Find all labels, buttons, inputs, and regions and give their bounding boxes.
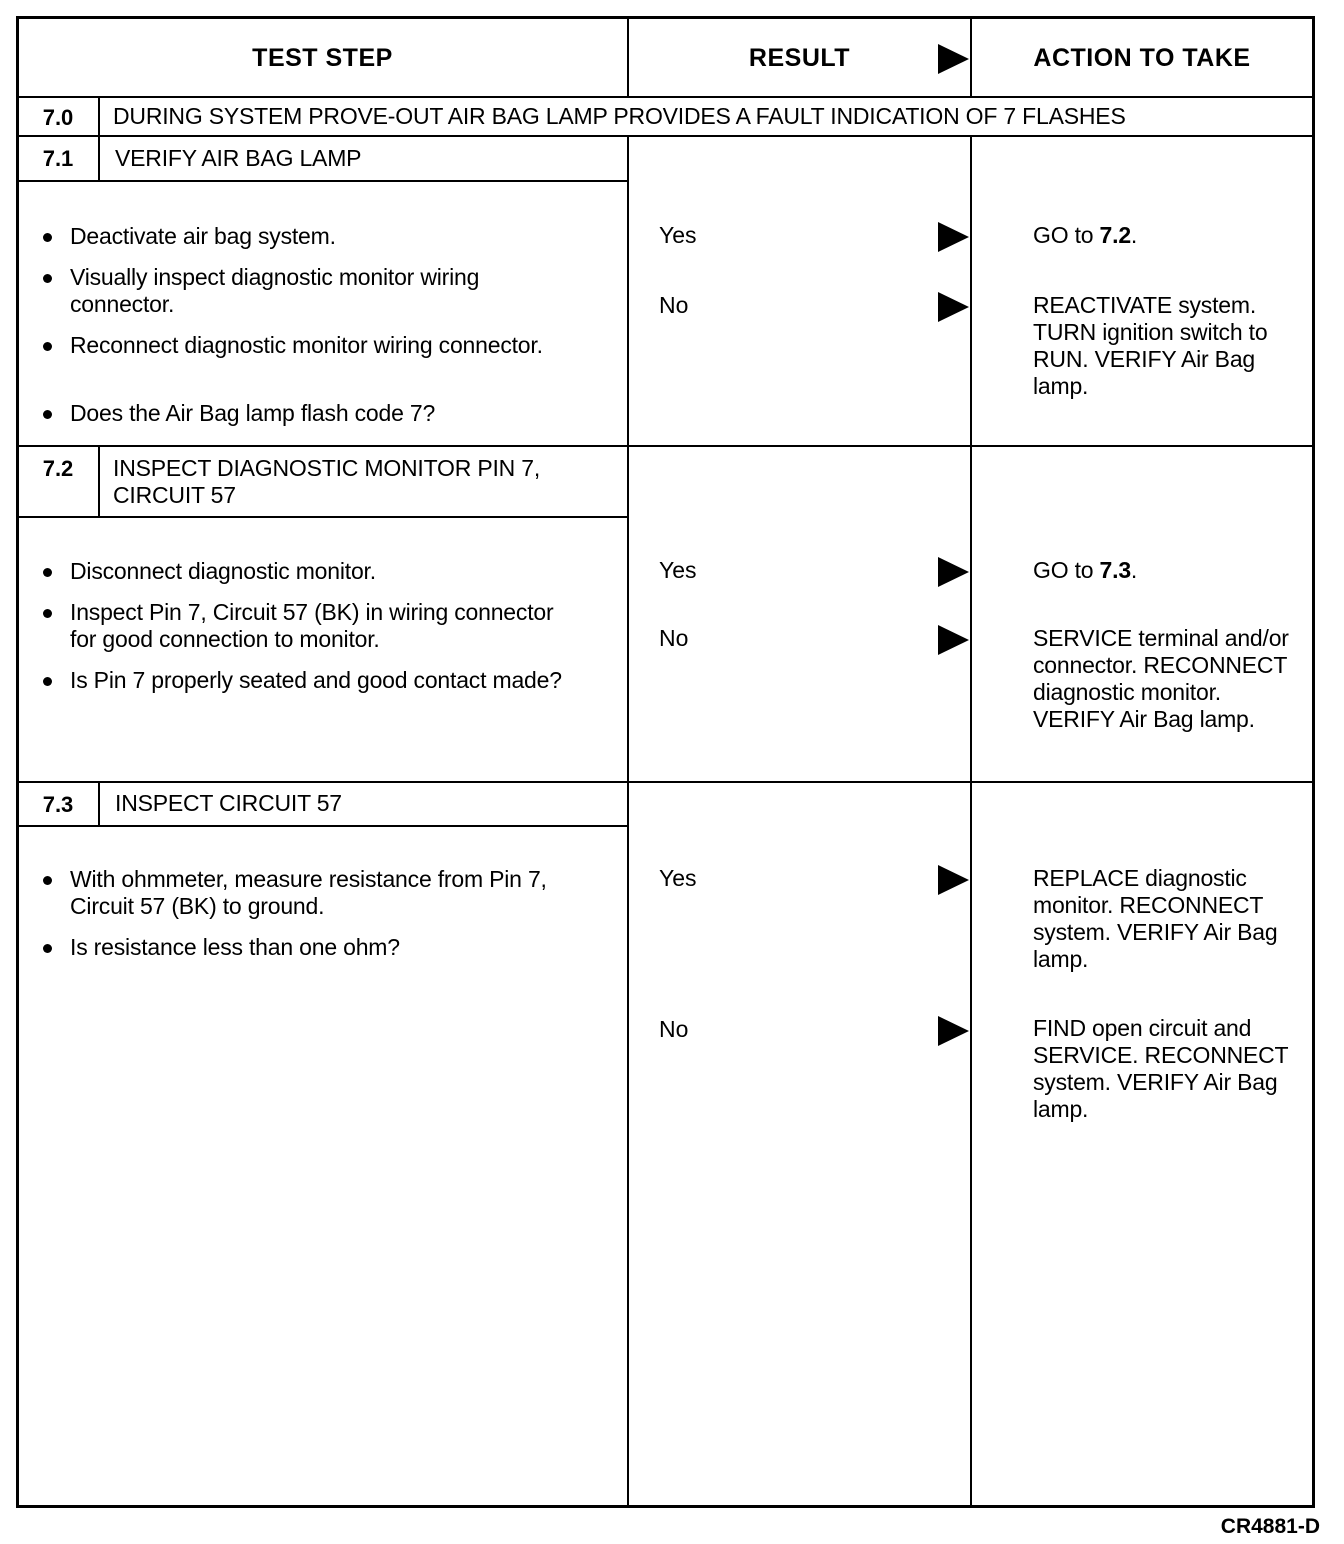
arrow-icon	[938, 1016, 969, 1046]
bullet-icon	[43, 944, 52, 953]
number-divider-7-3	[98, 782, 100, 827]
action-no-7-1: REACTIVATE system. TURN ignition switch to RUN. VERIFY Air Bag lamp.	[1033, 292, 1268, 399]
step-title-7-1: VERIFY AIR BAG LAMP	[115, 145, 362, 171]
bullet-icon	[43, 568, 52, 577]
arrow-icon	[938, 222, 969, 252]
arrow-icon	[938, 292, 969, 322]
title-underline-7-3	[16, 825, 629, 827]
action-yes-7-3: REPLACE diagnostic monitor. RECONNECT system. VERIFY Air Bag lamp.	[1033, 865, 1278, 972]
title-underline-7-2	[16, 516, 629, 518]
arrow-icon	[938, 557, 969, 587]
row-divider-7-1	[16, 445, 1315, 447]
row-divider-7-2	[16, 781, 1315, 783]
result-no-7-1: No	[659, 292, 689, 318]
step-number-7-1: 7.1	[42, 146, 74, 171]
column-divider-action	[970, 135, 972, 1508]
result-no-7-3: No	[659, 1016, 689, 1042]
list-item: Is Pin 7 properly seated and good contact made?	[43, 667, 583, 694]
header-test-step: TEST STEP	[252, 44, 393, 72]
list-item: Visually inspect diagnostic monitor wiring connector.	[43, 264, 573, 318]
bullet-icon	[43, 274, 52, 283]
header-divider	[16, 96, 1315, 98]
action-no-7-2: SERVICE terminal and/or connector. RECONNECT diagnostic monitor. VERIFY Air Bag lamp.	[1033, 625, 1289, 732]
header-result: RESULT	[748, 44, 851, 72]
list-item: Reconnect diagnostic monitor wiring connector.	[43, 332, 543, 359]
table-border-left	[16, 16, 19, 1508]
step-title-7-2: INSPECT DIAGNOSTIC MONITOR PIN 7, CIRCUIT 57	[113, 455, 541, 508]
number-divider-7-0	[98, 96, 100, 137]
number-divider-7-1	[98, 135, 100, 182]
result-yes-7-1: Yes	[659, 222, 697, 248]
table-border-top	[16, 16, 1315, 19]
bullet-icon	[43, 876, 52, 885]
bullet-icon	[43, 677, 52, 686]
action-yes-7-2: GO to 7.3.	[1033, 557, 1138, 583]
header-action-to-take: ACTION TO TAKE	[1033, 44, 1251, 72]
list-item: Does the Air Bag lamp flash code 7?	[43, 400, 603, 427]
row-7-0-divider	[16, 135, 1315, 137]
figure-code: CR4881-D	[1220, 1515, 1320, 1538]
result-yes-7-3: Yes	[659, 865, 697, 891]
arrow-icon	[938, 865, 969, 895]
result-yes-7-2: Yes	[659, 557, 697, 583]
table-border-bottom	[16, 1505, 1315, 1508]
title-underline-7-1	[16, 180, 629, 182]
bullet-icon	[43, 410, 52, 419]
list-item: With ohmmeter, measure resistance from Pin 7, Circuit 57 (BK) to ground.	[43, 866, 583, 920]
bullet-icon	[43, 342, 52, 351]
action-yes-7-1: GO to 7.2.	[1033, 222, 1138, 248]
step-number-7-0: 7.0	[42, 105, 74, 130]
bullet-icon	[43, 233, 52, 242]
number-divider-7-2	[98, 446, 100, 518]
action-no-7-3: FIND open circuit and SERVICE. RECONNECT system. VERIFY Air Bag lamp.	[1033, 1015, 1288, 1122]
list-item: Is resistance less than one ohm?	[43, 934, 603, 961]
column-divider-result	[627, 135, 629, 1508]
step-number-7-3: 7.3	[42, 792, 74, 817]
bullet-icon	[43, 609, 52, 618]
step-title-7-3: INSPECT CIRCUIT 57	[115, 790, 342, 816]
step-title-7-0: DURING SYSTEM PROVE-OUT AIR BAG LAMP PROVIDES A FAULT INDICATION OF 7 FLASHES	[113, 103, 1126, 129]
arrow-icon	[938, 625, 969, 655]
list-item: Deactivate air bag system.	[43, 223, 603, 250]
result-no-7-2: No	[659, 625, 689, 651]
list-item: Inspect Pin 7, Circuit 57 (BK) in wiring connector for good connection to monitor.	[43, 599, 583, 653]
header-arrow-icon	[938, 44, 969, 74]
step-number-7-2: 7.2	[42, 456, 74, 481]
list-item: Disconnect diagnostic monitor.	[43, 558, 603, 585]
